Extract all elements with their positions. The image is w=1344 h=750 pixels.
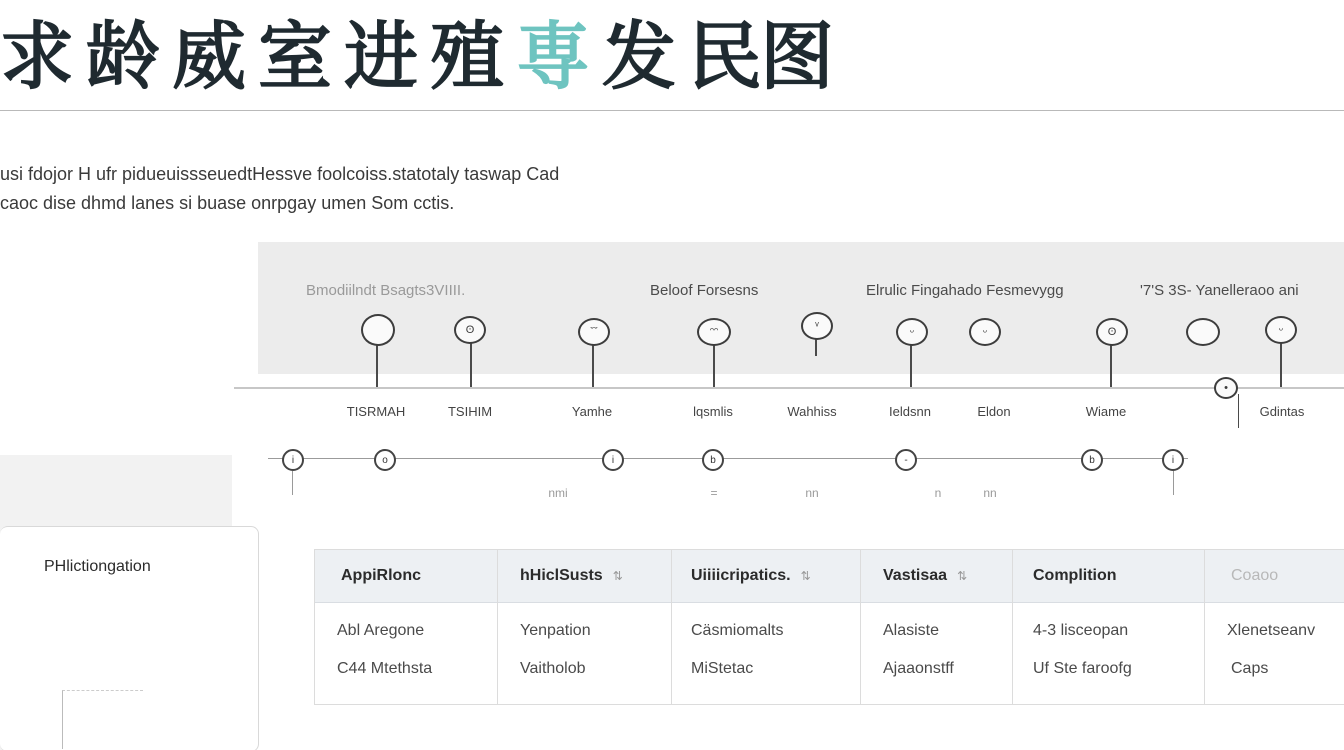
timeline-stem	[1110, 340, 1112, 388]
face-icon: ʘ	[1096, 318, 1128, 346]
table-cell: MiStetac	[691, 660, 754, 677]
timeline-panel	[258, 242, 1344, 374]
column-header[interactable]	[1033, 550, 1117, 602]
column-header-label: Vastisaa	[883, 567, 948, 584]
column-header-label: hHiclSusts	[520, 567, 603, 584]
timeline-stem	[376, 340, 378, 388]
column-divider	[860, 550, 861, 704]
timeline-stem	[713, 340, 715, 388]
sketch-image	[62, 690, 143, 749]
timeline-group-label: '7'S 3S- Yanelleraoo ani	[1140, 282, 1299, 299]
table-cell: Xlenetseanv	[1227, 622, 1316, 639]
column-header[interactable]	[691, 550, 811, 602]
timeline-group-label: Beloof Forsesns	[650, 282, 759, 299]
page-title	[0, 12, 832, 102]
column-divider	[497, 550, 498, 704]
timeline-tick-label: Eldon	[977, 404, 1011, 419]
timeline-group-label: Bmodiilndt Bsagts3VIIII.	[306, 282, 466, 299]
title-glyph: 民图	[688, 14, 832, 100]
speech-bubble-icon	[1186, 318, 1220, 346]
node-label: =	[710, 486, 718, 500]
left-card-title: PHlictiongation	[44, 558, 151, 575]
timeline-tick-label: TSIHIM	[447, 404, 493, 419]
column-header-label: Complition	[1033, 567, 1117, 584]
table-cell: Abl Aregone	[337, 622, 425, 639]
node-label: nn	[983, 486, 997, 500]
face-icon: ᵕ	[1265, 316, 1297, 344]
table-cell: Alasiste	[883, 622, 940, 639]
column-header-label: AppiRlonc	[341, 567, 421, 584]
timeline-node[interactable]: o	[374, 449, 396, 471]
node-stem	[292, 471, 293, 495]
table-cell: C44 Mtethsta	[337, 660, 433, 677]
description-line: usi fdojor H ufr pidueuissseuedtHessve foolcoiss.statotaly taswap Cad	[0, 164, 560, 184]
table-cell: Uf Ste faroofg	[1033, 660, 1132, 677]
timeline-tick-label: lqsmlis	[693, 404, 733, 419]
column-divider	[1012, 550, 1013, 704]
title-glyph: 室	[258, 14, 330, 100]
sort-icon[interactable]: ⇅	[957, 569, 968, 583]
column-header-label: Uiiiicripatics.	[691, 567, 791, 584]
column-divider	[671, 550, 672, 704]
timeline-tick-label: Ieldsnn	[889, 404, 931, 419]
timeline-stem	[910, 340, 912, 388]
column-header[interactable]	[1231, 550, 1278, 602]
title-glyph: 龄	[86, 14, 158, 100]
description-line: caoc dise dhmd lanes si buase onrpgay umen Som cctis.	[0, 193, 455, 213]
timeline-tick-label: Yamhe	[571, 404, 613, 419]
face-icon: ᵕ	[969, 318, 1001, 346]
timeline-node[interactable]: b	[1081, 449, 1103, 471]
face-icon: ᵔᵔ	[697, 318, 731, 346]
timeline-node[interactable]: i	[282, 449, 304, 471]
node-stem	[1173, 471, 1174, 495]
face-icon	[361, 314, 395, 346]
column-divider	[1204, 550, 1205, 704]
column-header-label: Coaoo	[1231, 567, 1279, 584]
column-header[interactable]	[520, 550, 623, 602]
timeline-node[interactable]: i	[602, 449, 624, 471]
secondary-axis	[268, 458, 1188, 459]
face-icon: ˇˇ	[578, 318, 610, 346]
title-glyph: 威	[172, 14, 244, 100]
face-icon: ʘ	[454, 316, 486, 344]
table-cell: 4-3 lisceopan	[1033, 622, 1129, 639]
title-glyph: 发	[602, 14, 674, 100]
title-glyph-accent: 専	[516, 14, 588, 100]
timeline-tick-label: Gdintas	[1259, 404, 1305, 419]
title-glyph: 求	[0, 14, 72, 100]
table-cell: Yenpation	[520, 622, 591, 639]
table-cell: Ajaaonstff	[883, 660, 954, 677]
node-label: nmi	[548, 486, 568, 500]
timeline-stem	[1280, 340, 1282, 388]
timeline-axis	[234, 387, 1344, 389]
column-header[interactable]	[883, 550, 967, 602]
face-icon: ᵕ	[896, 318, 928, 346]
column-header[interactable]	[341, 550, 421, 602]
timeline-group-label: Elrulic Fingahado Fesmevygg	[866, 282, 1064, 299]
sort-icon[interactable]: ⇅	[612, 569, 623, 583]
timeline-stem	[1238, 394, 1239, 428]
face-icon: ᵛ	[801, 312, 833, 340]
node-label: nn	[805, 486, 819, 500]
table-cell: Vaitholob	[520, 660, 586, 677]
timeline-tick-label: Wiame	[1085, 404, 1127, 419]
timeline-tick-label: TISRMAH	[346, 404, 406, 419]
marker-icon[interactable]: •	[1214, 377, 1238, 399]
table-cell: Cäsmiomalts	[691, 622, 784, 639]
table-cell: Caps	[1231, 660, 1269, 677]
title-divider	[0, 110, 1344, 111]
timeline-tick-label: Wahhiss	[787, 404, 837, 419]
timeline-node[interactable]: -	[895, 449, 917, 471]
table-header	[315, 550, 1344, 603]
timeline-node[interactable]: b	[702, 449, 724, 471]
timeline-stem	[470, 338, 472, 388]
data-table	[314, 549, 1344, 705]
title-glyph: 殖	[430, 14, 502, 100]
timeline-node[interactable]: i	[1162, 449, 1184, 471]
title-glyph: 进	[344, 14, 416, 100]
node-label: n	[934, 486, 942, 500]
description	[0, 160, 640, 218]
sort-icon[interactable]: ⇅	[800, 569, 811, 583]
